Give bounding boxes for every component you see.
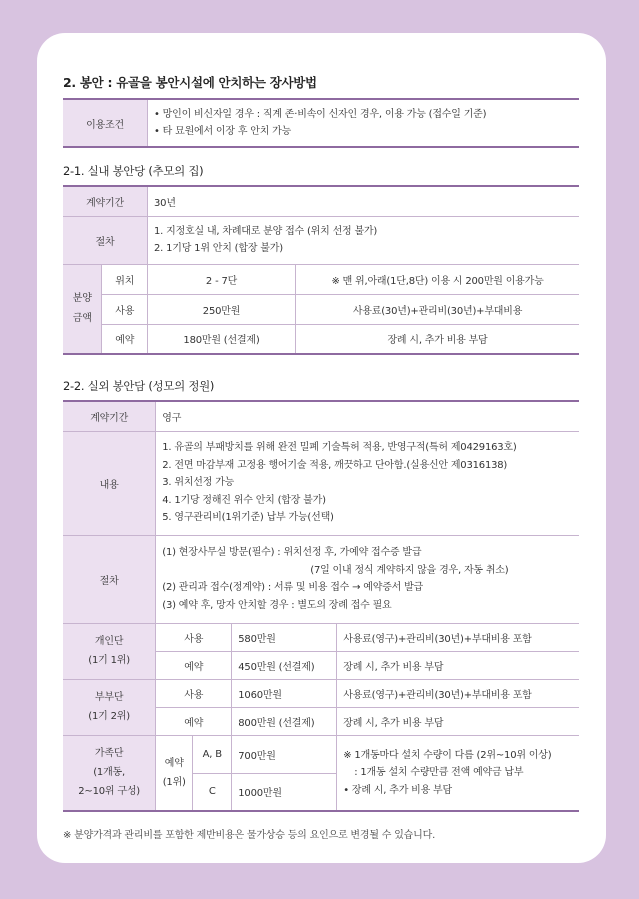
usage-conditions-table <box>63 98 579 148</box>
family-label <box>63 735 156 811</box>
content-card <box>37 33 606 863</box>
content-line: 3. 위치선정 가능 <box>162 477 235 489</box>
single-note: 사용료(영구)+관리비(30년)+부대비용 포함 <box>337 623 579 651</box>
procedure-cell <box>148 216 580 264</box>
outdoor-table <box>63 400 579 812</box>
family-reserve-line: (1위) <box>162 776 186 788</box>
family-label-line: (1개동, <box>93 767 125 779</box>
couple-price: 800만원 (선결제) <box>232 707 337 735</box>
price-label: 분양 금액 <box>63 264 102 354</box>
section-title-indoor: 2-1. 실내 봉안당 (추모의 집) <box>63 164 204 178</box>
procedure-line: (3) 예약 후, 망자 안치할 경우 : 별도의 장례 접수 필요 <box>162 599 392 611</box>
single-label-line: 개인단 <box>94 636 124 647</box>
cond-line: • 망인이 비신자일 경우 : 직계 존·비속이 신자인 경우, 이용 가능 (접수일 기준) <box>154 108 487 120</box>
procedure-cell <box>156 535 579 623</box>
content-line: 5. 영구관리비(1위기준) 납부 가능(선택) <box>162 512 334 524</box>
section-title-outdoor: 2-2. 실외 봉안담 (성모의 정원) <box>63 379 215 393</box>
row-note-reserve: 장례 시, 추가 비용 부담 <box>296 324 580 354</box>
row-note-position: ※ 맨 위,아래(1단,8단) 이용 시 200만원 이용가능 <box>296 264 580 294</box>
family-price: 700만원 <box>232 735 337 773</box>
section-title-enshrine: 2. 봉안 : 유골을 봉안시설에 안치하는 장사방법 <box>63 75 317 90</box>
family-note-cell <box>337 735 579 811</box>
period-label: 계약기간 <box>63 186 148 216</box>
procedure-line: 2. 1기당 1위 안치 (합장 불가) <box>154 243 283 254</box>
couple-price: 1060만원 <box>232 679 337 707</box>
row-value-use: 250만원 <box>148 294 296 324</box>
row-note-use: 사용료(30년)+관리비(30년)+부대비용 <box>296 294 580 324</box>
family-label-line: 2~10위 구성) <box>78 786 140 798</box>
procedure-line: (2) 관리과 접수(정계약) : 서류 및 비용 접수 → 예약증서 발급 <box>162 582 424 593</box>
single-price: 450만원 (선결제) <box>232 651 337 679</box>
couple-type: 예약 <box>156 707 232 735</box>
couple-note: 장례 시, 추가 비용 부담 <box>337 707 579 735</box>
single-price: 580만원 <box>232 623 337 651</box>
period-value: 30년 <box>148 186 580 216</box>
single-label-line: (1기 1위) <box>88 655 130 666</box>
content-label: 내용 <box>63 431 156 535</box>
single-label <box>63 623 156 679</box>
row-value-reserve: 180만원 (선결제) <box>148 324 296 354</box>
indoor-table <box>63 185 579 355</box>
row-label-reserve: 예약 <box>102 324 148 354</box>
procedure-line: 1. 지정호실 내, 차례대로 분양 접수 (위치 선정 불가) <box>154 225 378 237</box>
content-cell <box>156 431 579 535</box>
single-type: 사용 <box>156 623 232 651</box>
footnote: ※ 분양가격과 관리비를 포함한 제반비용은 물가상승 등의 요인으로 변경될 수 있습니다. <box>63 830 436 841</box>
family-reserve-label <box>156 735 193 811</box>
couple-label <box>63 679 156 735</box>
row-label-position: 위치 <box>102 264 148 294</box>
procedure-line: (7일 이내 정식 계약하지 않을 경우, 자동 취소) <box>310 564 509 576</box>
procedure-label: 절차 <box>63 216 148 264</box>
procedure-label: 절차 <box>63 535 156 623</box>
cond-label: 이용조건 <box>63 99 148 147</box>
row-value-position: 2 - 7단 <box>148 264 296 294</box>
family-type: C <box>193 773 232 811</box>
family-price: 1000만원 <box>232 773 337 811</box>
family-label-line: 가족단 <box>94 748 124 760</box>
couple-label-line: (1기 2위) <box>88 711 130 722</box>
content-line: 1. 유골의 부패방치를 위해 완전 밀폐 기술특허 적용, 반영구적(특허 제0429163호) <box>162 442 517 454</box>
couple-type: 사용 <box>156 679 232 707</box>
family-reserve-line: 예약 <box>164 757 184 769</box>
content-line: 4. 1기당 정해진 위수 안치 (합장 불가) <box>162 494 326 506</box>
cond-line: • 타 묘원에서 이장 후 안치 가능 <box>154 126 292 137</box>
period-label: 계약기간 <box>63 401 156 431</box>
row-label-use: 사용 <box>102 294 148 324</box>
family-note: ※ 1개동마다 설치 수량이 다름 (2위~10위 이상) <box>343 749 552 761</box>
content-line: 2. 전면 마감부재 고정용 행어기술 적용, 깨끗하고 단아함.(실용신안 제0316138) <box>162 459 508 471</box>
single-type: 예약 <box>156 651 232 679</box>
couple-note: 사용료(영구)+관리비(30년)+부대비용 포함 <box>337 679 579 707</box>
family-note: : 1개동 설치 수량만큼 전액 예약금 납부 <box>354 767 524 778</box>
period-value: 영구 <box>156 401 579 431</box>
family-note: • 장례 시, 추가 비용 부담 <box>343 784 452 796</box>
single-note: 장례 시, 추가 비용 부담 <box>337 651 579 679</box>
procedure-line: (1) 현장사무실 방문(필수) : 위치선정 후, 가예약 접수증 발급 <box>162 547 422 558</box>
family-type: A, B <box>193 735 232 773</box>
cond-cell <box>148 99 580 147</box>
couple-label-line: 부부단 <box>94 692 124 703</box>
